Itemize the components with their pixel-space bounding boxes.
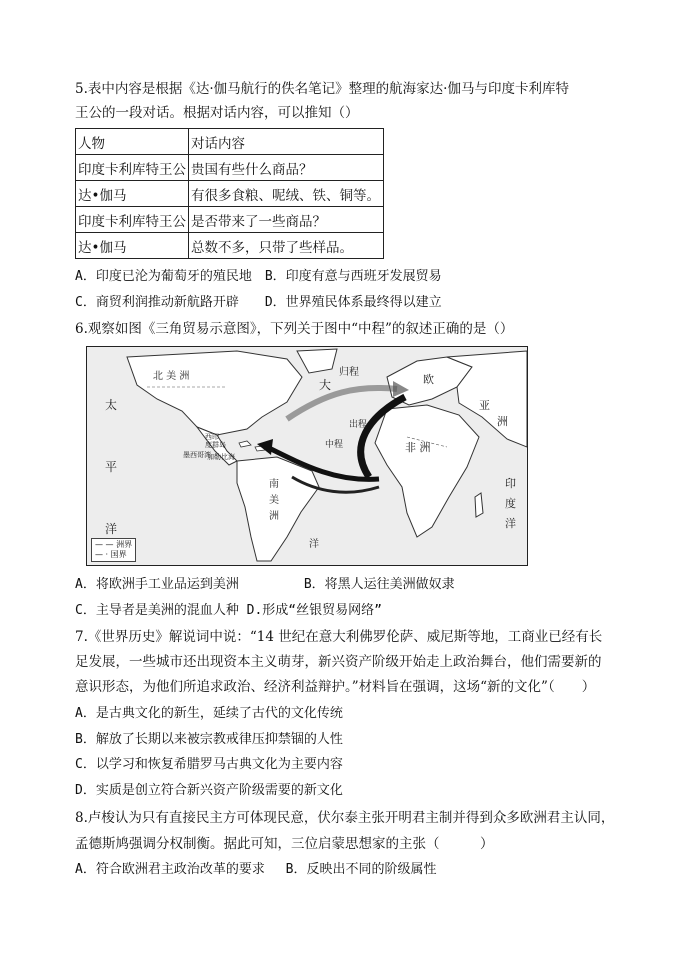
q7-option-b: B．解放了长期以来被宗教戒律压抑禁锢的人性	[75, 732, 343, 747]
q7-stem-line1: 7.《世界历史》解说词中说：“14 世纪在意大利佛罗伦萨、威尼斯等地，工商业已经有长	[75, 629, 603, 645]
label-west-indies-1: 西印	[205, 433, 219, 441]
label-middle-leg: 中程	[325, 440, 344, 450]
q8-stem-line1: 8.卢梭认为只有直接民主方可体现民意，伏尔泰主张开明君主制并得到众多欧洲君主认同，	[75, 810, 615, 826]
label-gulf: 墨西哥湾	[183, 451, 211, 459]
label-south-america-2: 美	[269, 495, 279, 506]
table-cell-content: 是否带来了一些商品？	[189, 207, 384, 233]
legend-item: — — 洲界	[95, 540, 133, 549]
label-return-leg: 归程	[339, 367, 359, 378]
label-outbound-leg: 出程	[349, 420, 368, 430]
table-cell-content: 总数不多，只带了些样品。	[189, 233, 384, 259]
label-south-america-3: 洲	[269, 511, 279, 522]
label-north-america: 北 美 洲	[153, 371, 190, 382]
legend-country-border: 国界	[110, 550, 127, 559]
map-legend	[91, 538, 136, 562]
q5-dialogue-table	[75, 128, 384, 259]
table-row	[76, 207, 384, 233]
table-cell-speaker: 印度卡利库特王公	[76, 155, 189, 181]
label-south-america-1: 南	[269, 479, 279, 490]
table-cell-content: 贵国有些什么商品？	[189, 155, 384, 181]
q6-options-ab: A．将欧洲手工业品运到美洲 B．将黑人运往美洲做奴隶	[75, 577, 455, 592]
table-cell-speaker: 达•伽马	[76, 233, 189, 259]
table-header-cell: 对话内容	[189, 129, 384, 155]
label-atlantic-south: 洋	[309, 539, 319, 550]
q5-options-ab: A．印度已沦为葡萄牙的殖民地 B．印度有意与西班牙发展贸易	[75, 269, 442, 284]
label-atlantic: 大	[319, 378, 332, 392]
table-header-row	[76, 129, 384, 155]
label-pacific-3: 洋	[105, 522, 118, 536]
q7-option-a: A．是古典文化的新生，延续了古代的文化传统	[75, 706, 343, 721]
table-cell-speaker: 印度卡利库特王公	[76, 207, 189, 233]
legend-item: — · 国界	[95, 550, 127, 559]
label-indian-3: 洋	[505, 517, 516, 530]
table-row	[76, 155, 384, 181]
q8-options-ab: A．符合欧洲君主政治改革的要求 B．反映出不同的阶级属性	[75, 862, 437, 877]
table-cell-content: 有很多食粮、呢绒、铁、铜等。	[189, 181, 384, 207]
q6-options-cd: C．主导者是美洲的混血人种 D.形成“丝银贸易网络”	[75, 603, 382, 618]
table-header-cell: 人物	[76, 129, 189, 155]
label-pacific-1: 太	[105, 398, 118, 412]
q7-stem-line3: 意识形态，为他们所追求政治、经济利益辩护。”材料旨在强调，这场“新的文化”（ ）	[75, 679, 596, 695]
label-europe: 欧	[423, 373, 434, 386]
q7-stem-line2: 足发展，一些城市还出现资本主义萌芽，新兴资产阶级开始走上政治舞台，他们需要新的	[75, 654, 602, 670]
q7-option-c: C．以学习和恢复希腊罗马古典文化为主要内容	[75, 757, 343, 772]
table-cell-speaker: 达•伽马	[76, 181, 189, 207]
q5-options-cd: C．商贸利润推动新航路开辟 D．世界殖民体系最终得以建立	[75, 295, 442, 310]
q5-stem-line1: 5.表中内容是根据《达·伽马航行的佚名笔记》整理的航海家达·伽马与印度卡利库特	[75, 81, 569, 97]
table-row	[76, 233, 384, 259]
triangle-trade-map	[86, 346, 528, 566]
label-caribbean: 加勒比海	[207, 453, 235, 461]
q8-stem-line2: 孟德斯鸠强调分权制衡。据此可知，三位启蒙思想家的主张（ ）	[75, 836, 494, 852]
table-row	[76, 181, 384, 207]
label-indian-2: 度	[505, 497, 516, 510]
label-africa: 非 洲	[405, 441, 431, 454]
label-asia-2: 洲	[497, 415, 508, 428]
label-pacific-2: 平	[105, 460, 118, 474]
q7-option-d: D．实质是创立符合新兴资产阶级需要的新文化	[75, 783, 343, 798]
label-west-indies-2: 度群岛	[205, 441, 226, 449]
label-indian-1: 印	[505, 477, 516, 490]
q5-stem-line2: 王公的一段对话。根据对话内容，可以推知（）	[75, 105, 359, 121]
q6-stem: 6.观察如图《三角贸易示意图》，下列关于图中“中程”的叙述正确的是（）	[75, 321, 514, 337]
label-asia-1: 亚	[479, 399, 490, 412]
map-svg	[87, 347, 527, 565]
legend-continent-border: 洲界	[116, 540, 133, 549]
